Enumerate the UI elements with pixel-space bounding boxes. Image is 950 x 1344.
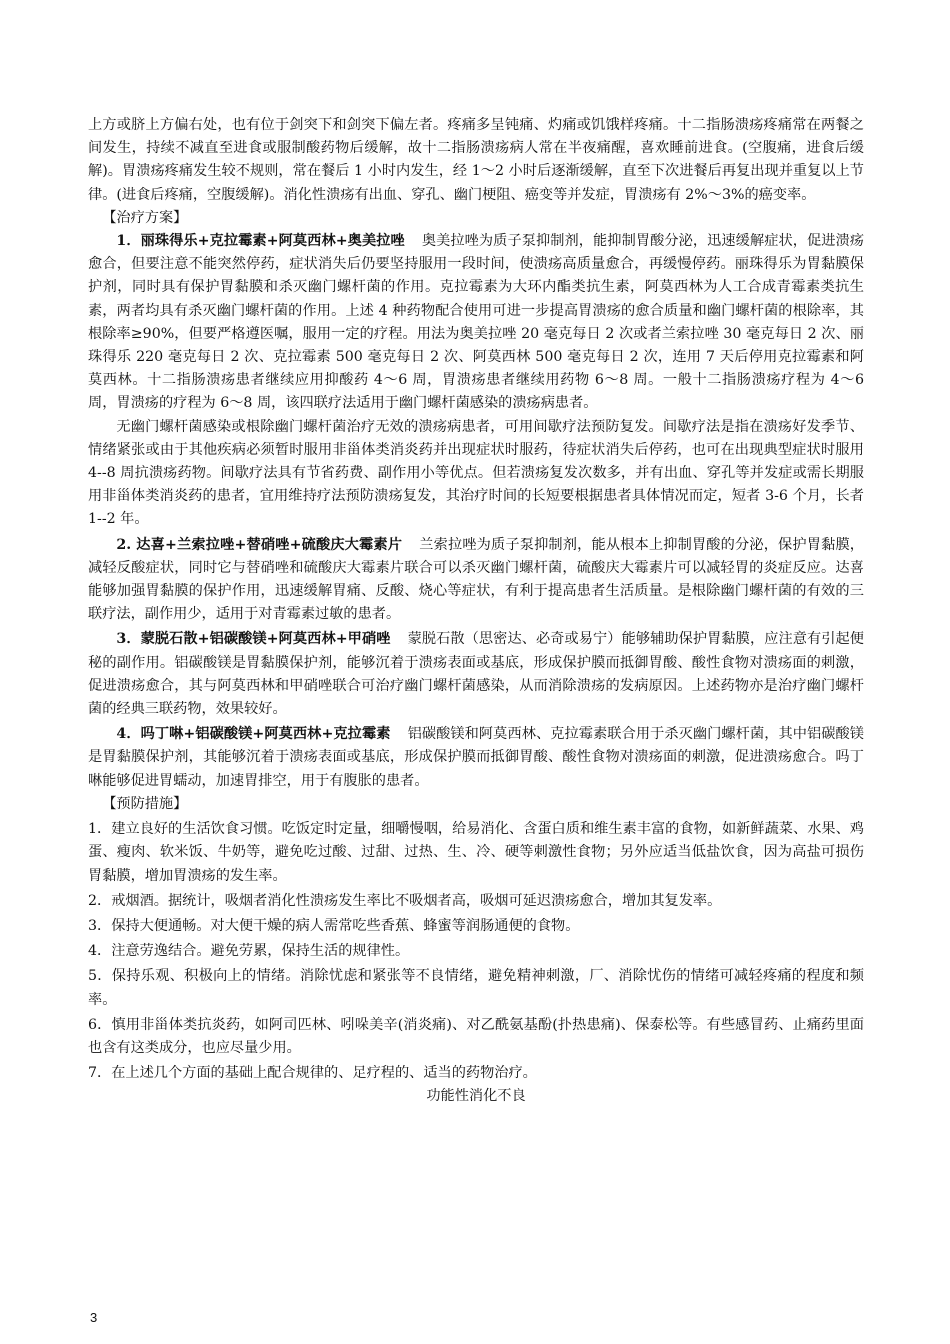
prevention-item: 7．在上述几个方面的基础上配合规律的、足疗程的、适当的药物治疗。: [88, 1065, 537, 1082]
next-section-title: 功能性消化不良: [426, 1088, 526, 1105]
prevention-item: 4．注意劳逸结合。避免劳累，保持生活的规律性。: [88, 943, 410, 960]
treatment-heading: 【治疗方案】: [102, 209, 188, 226]
prevention-heading: 【预防措施】: [102, 795, 188, 812]
plan-2-paragraph: [88, 534, 864, 627]
plan-2-title: 2. 达喜+兰索拉唑+替硝唑+硫酸庆大霉素片: [116, 536, 403, 553]
document-page: [88, 114, 864, 1109]
plan-4-body: 铝碳酸镁和阿莫西林、克拉霉素联合用于杀灭幽门螺杆菌，其中铝碳酸镁是胃黏膜保护剂，其能够沉着于溃疡表面或基底，形成保护膜而抵御胃酸、酸性食物对溃疡面的刺激，促进溃疡愈合。吗丁啉能够促进胃蠕动，加速胃排空，用于有腹胀的患者。: [88, 726, 864, 789]
plan-1-body: 奥美拉唑为质子泵抑制剂，能抑制胃酸分泌，迅速缓解症状，促进溃疡愈合，但要注意不能突然停药，症状消失后仍要坚持服用一段时间，使溃疡高质量愈合，再缓慢停药。丽珠得乐为胃黏膜保护剂，同时具有保护胃黏膜和杀灭幽门螺杆菌的作用。克拉霉素为大环内酯类抗生素，阿莫西林为人工合成青霉素类抗生素，两者均具有杀灭幽门螺杆菌的作用。上述 4 种药物配合使用可进一步提高胃溃疡的愈合质量和幽门螺杆菌的根除率，其根除率≥90%，但要严格遵医嘱，服用一定的疗程。用法为奥美拉唑 20 毫克每日 2 次或者兰索拉唑 30 毫克每日 2 次、丽珠得乐 220 毫克每日 2 次、克拉霉素 500 毫克每日 2 次、阿莫西林 500 毫克每日 2 次，连用 7 天后停用克拉霉素和阿莫西林。十二指肠溃疡患者继续应用抑酸药 4～6 周，胃溃疡患者继续用药物 6～8 周。一般十二指肠溃疡疗程为 4～6 周，胃溃疡的疗程为 6～8 周，该四联疗法适用于幽门螺杆菌感染的溃疡病患者。: [88, 233, 864, 412]
page-number: 3: [90, 1310, 98, 1325]
prevention-item: 5．保持乐观、积极向上的情绪。消除忧虑和紧张等不良情绪，避免精神刺激，厂、消除忧伤的情绪可减轻疼痛的程度和频率。: [88, 968, 864, 1008]
plan-4-title: 4．吗丁啉+铝碳酸镁+阿莫西林+克拉霉素: [116, 726, 391, 743]
intro-paragraph: 上方或脐上方偏右处，也有位于剑突下和剑突下偏左者。疼痛多呈钝痛、灼痛或饥饿样疼痛。十二指肠溃疡疼痛常在两餐之间发生，持续不减直至进食或服制酸药物后缓解，故十二指肠溃疡病人常在半夜痛醒，喜欢睡前进食。(空腹痛，进食后缓解)。胃溃疡疼痛发生较不规则，常在餐后 1 小时内发生，经 1～2 小时后逐渐缓解，直至下次进餐后再复出现并重复以上节律。(进食后疼痛，空腹缓解)。消化性溃疡有出血、穿孔、幽门梗阻、癌变等并发症，胃溃疡有 2%～3%的癌变率。: [88, 117, 864, 203]
prevention-item: 3．保持大便通畅。对大便干燥的病人需常吃些香蕉、蜂蜜等润肠通便的食物。: [88, 917, 580, 934]
plan-2-body: 兰索拉唑为质子泵抑制剂，能从根本上抑制胃酸的分泌，保护胃黏膜，减轻反酸症状，同时它与替硝唑和硫酸庆大霉素片联合可以杀灭幽门螺杆菌，硫酸庆大霉素片可以减轻胃的炎症反应。达喜能够加强胃黏膜的保护作用，迅速缓解胃痛、反酸、烧心等症状，有利于提高患者生活质量。是根除幽门螺杆菌的有效的三联疗法，副作用少，适用于对青霉素过敏的患者。: [88, 536, 864, 623]
plan-1-paragraph: [88, 230, 864, 416]
plan-3-body: 蒙脱石散（思密达、必奇或易宁）能够辅助保护胃黏膜，应注意有引起便秘的副作用。铝碳酸镁是胃黏膜保护剂，能够沉着于溃疡表面或基底，形成保护膜而抵御胃酸、酸性食物对溃疡面的刺激，促进溃疡愈合，其与阿莫西林和甲硝唑联合可治疗幽门螺杆菌感染，从而消除溃疡的发病原因。上述药物亦是治疗幽门螺杆菌的经典三联药物，效果较好。: [88, 631, 864, 718]
prevention-item: 2．戒烟酒。据统计，吸烟者消化性溃疡发生率比不吸烟者高，吸烟可延迟溃疡愈合，增加其复发率。: [88, 892, 722, 909]
intermittent-therapy-paragraph: 无幽门螺杆菌感染或根除幽门螺杆菌治疗无效的溃疡病患者，可用间歇疗法预防复发。间歇疗法是指在溃疡好发季节、情绪紧张或由于其他疾病必须暂时服用非甾体类消炎药并出现症状时服药，待症状消失后停药，也可在出现典型症状时服用 4--8 周抗溃疡药物。间歇疗法具有节省药费、副作用小等优点。但若溃疡复发次数多，并有出血、穿孔等并发症或需长期服用非甾体类消炎药的患者，宜用维持疗法预防溃疡复发，其治疗时间的长短要根据患者具体情况而定，短者 3-6 个月，长者 1--2 年。: [88, 418, 864, 528]
prevention-item: 1．建立良好的生活饮食习惯。吃饭定时定量，细嚼慢咽，给易消化、含蛋白质和维生素丰富的食物，如新鲜蔬菜、水果、鸡蛋、瘦肉、软米饭、牛奶等，避免吃过酸、过甜、过热、生、冷、硬等刺激性食物；另外应适当低盐饮食，因为高盐可损伤胃黏膜，增加胃溃疡的发生率。: [88, 821, 864, 884]
prevention-item: 6．慎用非甾体类抗炎药，如阿司匹林、吲哚美辛(消炎痛)、对乙酰氨基酚(扑热患痛)、保泰松等。有些感冒药、止痛药里面也含有这类成分，也应尽量少用。: [88, 1016, 864, 1056]
plan-3-paragraph: [88, 628, 864, 721]
plan-4-paragraph: [88, 723, 864, 793]
plan-1-title: 1．丽珠得乐+克拉霉素+阿莫西林+奥美拉唑: [116, 233, 405, 250]
plan-3-title: 3．蒙脱石散+铝碳酸镁+阿莫西林+甲硝唑: [116, 631, 391, 648]
